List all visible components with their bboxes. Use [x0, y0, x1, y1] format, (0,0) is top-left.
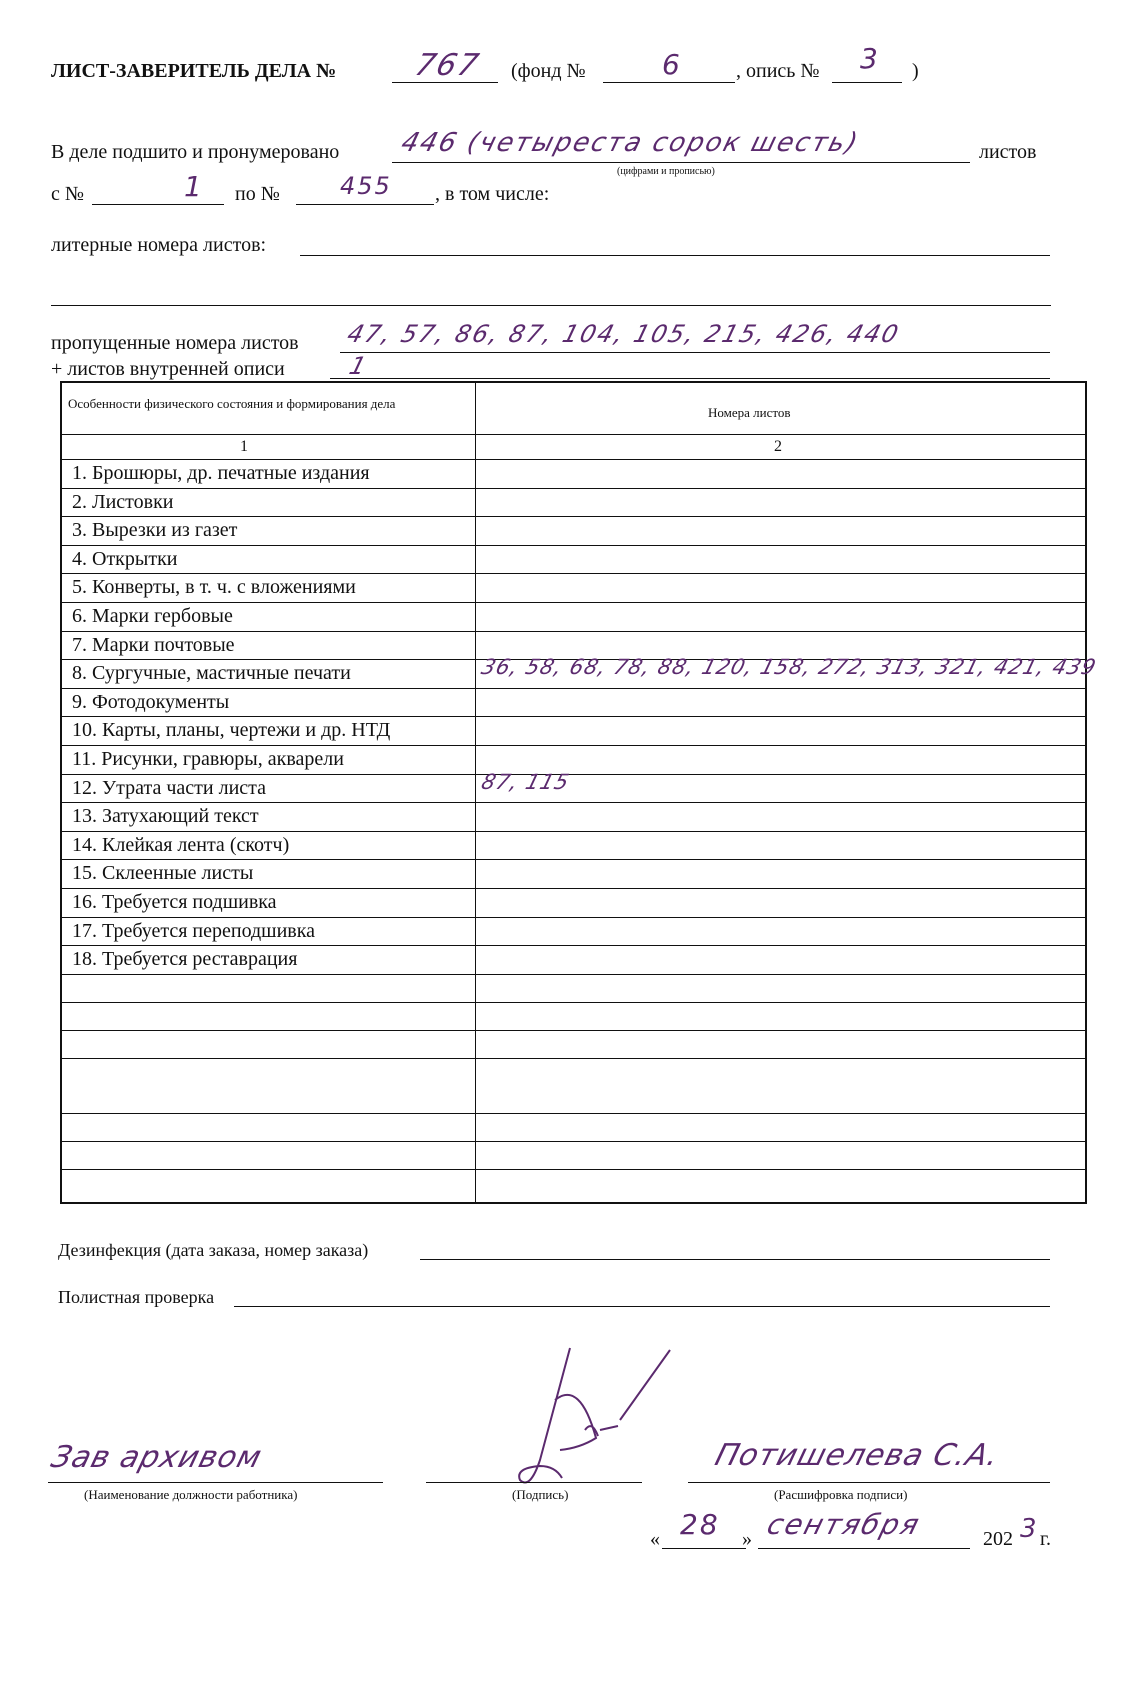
table-row-label: 16. Требуется подшивка	[72, 891, 277, 913]
table-row-line	[62, 488, 1085, 489]
table-row-label: 9. Фотодокументы	[72, 690, 230, 713]
close-paren: )	[912, 60, 919, 82]
table-row-line	[62, 716, 1085, 717]
from-label: с №	[51, 183, 84, 205]
date-day-line	[662, 1548, 746, 1549]
including-label: , в том числе:	[435, 183, 550, 205]
date-day: 28	[680, 1508, 720, 1541]
table-row-label: 11. Рисунки, гравюры, акварели	[72, 748, 344, 770]
from-line	[92, 204, 224, 205]
literal-numbers-line-2	[51, 305, 1051, 306]
opis-number: 3	[860, 42, 880, 75]
table-row-label: 15. Склеенные листы	[72, 862, 254, 885]
position-hint: (Наименование должности работника)	[84, 1487, 298, 1502]
handwritten-signature	[500, 1340, 680, 1500]
col1-header: Особенности физического состояния и формирования дела	[68, 396, 396, 411]
column-number-bottom-line	[62, 459, 1085, 460]
col2-header: Номера листов	[708, 405, 791, 420]
col2-number: 2	[774, 438, 782, 455]
disinfection-line	[420, 1259, 1050, 1260]
name-hint: (Расшифровка подписи)	[774, 1487, 908, 1502]
table-row-line	[62, 917, 1085, 918]
table-row-label: 7. Марки почтовые	[72, 633, 235, 656]
table-row-label: 13. Затухающий текст	[72, 805, 259, 828]
table-row-value: 87, 115	[478, 769, 573, 794]
header-bottom-line	[62, 434, 1085, 435]
table-row-label: 10. Карты, планы, чертежи и др. НТД	[72, 719, 391, 742]
sheets-hint: (цифрами и прописью)	[617, 166, 715, 177]
sheets-suffix: листов	[979, 141, 1037, 163]
internal-inventory-label: + листов внутренней описи	[51, 358, 285, 380]
opis-label: , опись №	[736, 60, 820, 82]
table-row-label: 8. Сургучные, мастичные печати	[72, 662, 351, 685]
table-row-label: 12. Утрата части листа	[72, 776, 267, 799]
table-row-line	[62, 859, 1085, 860]
table-row-line	[62, 602, 1085, 603]
internal-inventory-value: 1	[346, 352, 372, 380]
empty-row-line	[62, 1169, 1085, 1170]
col1-number: 1	[240, 438, 248, 455]
table-row-line	[62, 545, 1085, 546]
from-number: 1	[184, 170, 204, 203]
literal-numbers-label: литерные номера листов:	[51, 234, 267, 256]
table-row-line	[62, 802, 1085, 803]
table-row-line	[62, 945, 1085, 946]
empty-row-line	[62, 1141, 1085, 1142]
empty-row-line	[62, 1113, 1085, 1114]
table-row-line	[62, 631, 1085, 632]
table-row-label: 14. Клейкая лента (скотч)	[72, 833, 290, 856]
table-row-label: 17. Требуется переподшивка	[72, 919, 316, 942]
table-row-line	[62, 516, 1085, 517]
date-month-line	[758, 1548, 970, 1549]
table-row-label: 18. Требуется реставрация	[72, 948, 298, 971]
table-row-label: 2. Листовки	[72, 490, 174, 513]
table-row-label: 5. Конверты, в т. ч. с вложениями	[72, 576, 356, 599]
case-number: 767	[411, 48, 484, 83]
missing-numbers-value: 47, 57, 86, 87, 104, 105, 215, 426, 440	[344, 320, 904, 348]
table-row-line	[62, 573, 1085, 574]
date-year-prefix: 202	[983, 1528, 1013, 1550]
table-row-label: 3. Вырезки из газет	[72, 519, 238, 542]
date-suffix: г.	[1040, 1528, 1051, 1550]
table-row-line	[62, 774, 1085, 775]
name-line	[688, 1482, 1050, 1483]
date-year-digit: 3	[1020, 1514, 1039, 1544]
missing-numbers-label: пропущенные номера листов	[51, 332, 299, 354]
missing-numbers-line	[340, 352, 1050, 353]
table-row-label: 4. Открытки	[72, 547, 178, 570]
date-open-quote: «	[650, 1528, 660, 1550]
to-line	[296, 204, 434, 205]
fond-line	[603, 82, 735, 83]
date-month: сентября	[763, 1508, 925, 1541]
name-value: Потишелева С.А.	[711, 1438, 1004, 1473]
date-close-quote: »	[742, 1528, 752, 1550]
condition-table	[60, 381, 1100, 1204]
check-label: Полистная проверка	[58, 1287, 215, 1307]
table-row-line	[62, 688, 1085, 689]
column-divider	[475, 383, 476, 1202]
form-title: ЛИСТ-ЗАВЕРИТЕЛЬ ДЕЛА №	[51, 60, 337, 82]
literal-numbers-line	[300, 255, 1050, 256]
to-number: 455	[340, 172, 392, 200]
signature-hint: (Подпись)	[512, 1487, 569, 1502]
table-row-line	[62, 831, 1085, 832]
table-row-value: 36, 58, 68, 78, 88, 120, 158, 272, 313, 321, 421, 439	[478, 655, 1100, 680]
table-row-label: 1. Брошюры, др. печатные издания	[72, 462, 370, 484]
table-row-label: 6. Марки гербовые	[72, 605, 233, 627]
position-line	[48, 1482, 383, 1483]
sheets-value: 446 (четыреста сорок шесть)	[397, 128, 863, 158]
opis-line	[832, 82, 902, 83]
fond-label: (фонд №	[511, 60, 586, 82]
empty-row-line	[62, 1058, 1085, 1059]
table-row-line	[62, 888, 1085, 889]
disinfection-label: Дезинфекция (дата заказа, номер заказа)	[58, 1240, 369, 1260]
sheets-label: В деле подшито и пронумеровано	[51, 141, 340, 163]
empty-row-line	[62, 1030, 1085, 1031]
sheets-line	[392, 162, 970, 163]
fond-number: 6	[662, 48, 682, 81]
to-label: по №	[235, 183, 280, 205]
position-value: Зав архивом	[47, 1440, 266, 1475]
empty-row-line	[62, 1002, 1085, 1003]
internal-inventory-line	[330, 378, 1050, 379]
table-row-line	[62, 745, 1085, 746]
table-row-line	[62, 974, 1085, 975]
signature-line	[426, 1482, 642, 1483]
check-line	[234, 1306, 1050, 1307]
